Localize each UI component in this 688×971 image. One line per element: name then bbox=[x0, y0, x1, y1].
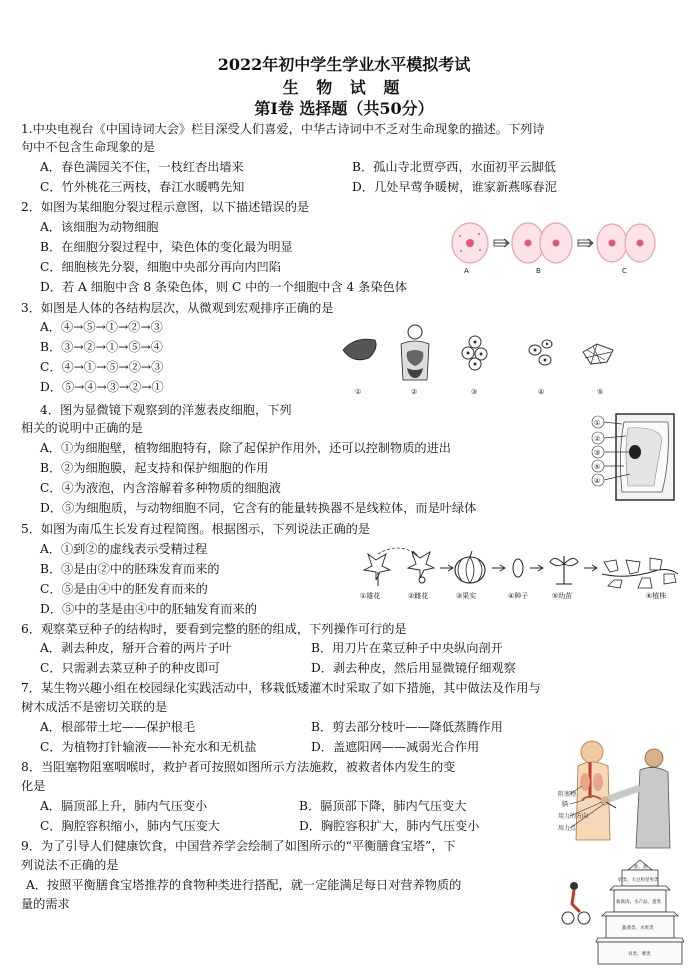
pumpkin-growth-figure bbox=[358, 540, 684, 602]
q9-option-a-line2: 量的需求 bbox=[21, 897, 70, 911]
q6-option-b: B．用刀片在菜豆种子中央纵向剖开 bbox=[311, 641, 503, 655]
tissue-cluster-icon bbox=[462, 336, 487, 370]
fig-label-2: ② bbox=[411, 388, 418, 396]
q4-option-d: D．⑤为细胞质，与动物细胞不同，它含有的能量转换器不是线粒体，而是叶绿体 bbox=[40, 501, 477, 515]
fig-label-6: ⑥植株 bbox=[646, 592, 667, 600]
section-heading: 第Ⅰ卷 选择题（共50分） bbox=[254, 99, 434, 118]
q7-option-a: A．根部带土坨——保护根毛 bbox=[40, 720, 196, 734]
q7-option-d: D．盖遮阳网——减弱光合作用 bbox=[311, 740, 480, 754]
fig-label-3: ③ bbox=[471, 388, 478, 396]
q2-option-d: D．若 A 细胞中含 8 条染色体，则 C 中的一个细胞中含 4 条染色体 bbox=[40, 280, 407, 294]
victim-figure-icon bbox=[576, 741, 610, 840]
fig-label-obstruction: 阻塞物 bbox=[558, 791, 577, 798]
q9-option-a-line1: A．按照平衡膳食宝塔推荐的食物种类进行搭配，就一定能满足每日对营养物质的 bbox=[26, 878, 462, 892]
fig-label-4: ④种子 bbox=[508, 592, 529, 600]
fig-label-5: ⑤幼苗 bbox=[552, 592, 573, 600]
q4-option-b: B．②为细胞膜，起支持和保护细胞的作用 bbox=[40, 461, 269, 475]
onion-cell-figure bbox=[590, 412, 678, 502]
heimlich-figure bbox=[558, 738, 680, 856]
q8-option-c: C．胸腔容积缩小，肺内气压变大 bbox=[40, 819, 220, 833]
fig-label-b: B bbox=[536, 267, 541, 275]
q9-stem-line2: 列说法不正确的是 bbox=[21, 858, 119, 872]
q6-stem: 6．观察菜豆种子的结构时，要看到完整的胚的组成，下列操作可行的是 bbox=[21, 622, 407, 636]
fig-label-c: C bbox=[622, 267, 627, 275]
q2-stem: 2．如图为某细胞分裂过程示意图，以下描述错误的是 bbox=[21, 200, 310, 214]
male-flower-icon bbox=[364, 554, 390, 586]
q6-option-d: D．剥去种皮，然后用显微镜仔细观察 bbox=[311, 661, 516, 675]
fig-label-5: ⑤ bbox=[594, 463, 601, 471]
fig-label-4: ④ bbox=[538, 388, 545, 396]
q4-stem-line1: 4．图为显微镜下观察到的洋葱表皮细胞，下列 bbox=[40, 403, 292, 417]
q7-stem-line1: 7．某生物兴趣小组在校园绿化实践活动中，移栽低矮灌木时采取了如下措施，其中做法及作用与 bbox=[21, 681, 541, 695]
q3-option-c: C．④→①→⑤→②→③ bbox=[40, 360, 164, 374]
fig-label-diaphragm: 膈 bbox=[562, 801, 569, 808]
q1-option-d: D．几处早莺争暖树，谁家新燕啄春泥 bbox=[352, 180, 557, 194]
q5-option-b: B．③是由②中的胚珠发育而来的 bbox=[40, 562, 220, 576]
q8-option-b: B．膈顶部下降，肺内气压变大 bbox=[299, 799, 467, 813]
q3-option-b: B．③→②→①→⑤→④ bbox=[40, 340, 163, 354]
cell-b bbox=[512, 223, 572, 263]
q8-option-a: A．膈顶部上升，肺内气压变小 bbox=[40, 799, 208, 813]
q6-option-a: A．剥去种皮，掰开合着的两片子叶 bbox=[40, 641, 232, 655]
fig-label-2: ② bbox=[594, 435, 601, 443]
q1-stem-line1: 1.中央电视台《中国诗词大会》栏目深受人们喜爱，中华古诗词中不乏对生命现象的描述。下列诗 bbox=[21, 122, 545, 136]
q8-stem-line1: 8．当阻塞物阻塞咽喉时，救护者可按照如图所示方法施救，被救者体内发生的变 bbox=[21, 760, 456, 774]
q5-option-d: D．⑤中的茎是由④中的胚轴发育而来的 bbox=[40, 602, 257, 616]
fig-label-1: ①雄花 bbox=[360, 592, 381, 600]
pyramid-level-2: 奶类、大豆和坚果类 bbox=[618, 878, 659, 883]
fig-label-5: ⑤ bbox=[597, 388, 604, 396]
seedling-icon bbox=[550, 556, 578, 584]
food-pyramid-icon bbox=[596, 860, 684, 964]
q1-option-c: C．竹外桃花三两枝，春江水暖鸭先知 bbox=[40, 180, 245, 194]
q4-stem-line2: 相关的说明中正确的是 bbox=[21, 421, 143, 435]
q6-option-c: C．只需剥去菜豆种子的种皮即可 bbox=[40, 661, 220, 675]
pyramid-level-5: 谷类、薯类 bbox=[628, 952, 651, 957]
tissue-mesh-icon bbox=[583, 344, 613, 364]
fig-label-a: A bbox=[464, 267, 469, 275]
exam-title: 2022年初中学生学业水平模拟考试 bbox=[217, 55, 471, 74]
fig-label-3: ③果实 bbox=[456, 592, 477, 600]
q7-option-b: B．剪去部分枝叶——降低蒸腾作用 bbox=[311, 720, 503, 734]
cell-a bbox=[452, 223, 488, 263]
pumpkin-fruit-icon bbox=[455, 551, 485, 583]
fig-label-2: ②雌花 bbox=[408, 592, 429, 600]
plant-cell-icon bbox=[616, 414, 674, 500]
fig-label-3: ③ bbox=[594, 449, 601, 457]
arrow-icon bbox=[578, 239, 593, 247]
seed-icon bbox=[513, 559, 523, 577]
arrow-icon bbox=[494, 239, 509, 247]
q4-option-a: A．①为细胞壁，植物细胞特有，除了起保护作用外，还可以控制物质的进出 bbox=[40, 441, 451, 455]
q7-option-c: C．为植物打针输液——补充水和无机盐 bbox=[40, 740, 257, 754]
q3-option-a: A．④→⑤→①→②→③ bbox=[40, 320, 163, 334]
body-levels-figure bbox=[335, 322, 625, 400]
fig-label-force-point: 用力点 bbox=[558, 825, 577, 832]
q5-stem: 5．如图为南瓜生长发育过程简图。根据图示，下列说法正确的是 bbox=[21, 522, 371, 536]
q1-option-a: A．春色满园关不住，一枝红杏出墙来 bbox=[40, 160, 244, 174]
human-body-icon bbox=[401, 325, 429, 380]
q9-stem-line1: 9．为了引导人们健康饮食，中国营养学会绘制了如图所示的“平衡膳食宝塔”，下 bbox=[21, 839, 456, 853]
pyramid-level-1: 盐、油 bbox=[634, 865, 648, 870]
plant-icon bbox=[602, 558, 678, 588]
exam-subject: 生 物 试 题 bbox=[282, 78, 406, 97]
cyclist-icon bbox=[562, 882, 590, 924]
q8-stem-line2: 化是 bbox=[21, 779, 46, 793]
q5-option-c: C．⑤是由④中的胚发育而来的 bbox=[40, 582, 208, 596]
q2-option-c: C．细胞核先分裂，细胞中央部分再向内凹陷 bbox=[40, 260, 281, 274]
pyramid-level-3: 畜禽肉、水产品、蛋类 bbox=[616, 900, 661, 905]
q1-stem-line2: 句中不包含生命现象的是 bbox=[21, 140, 156, 154]
liver-organ-icon bbox=[343, 339, 376, 360]
cell-c bbox=[597, 224, 655, 262]
fig-label-4: ④ bbox=[594, 477, 601, 485]
q3-option-d: D．⑤→④→③→②→① bbox=[40, 380, 164, 394]
q7-stem-line2: 树木成活不是密切关联的是 bbox=[21, 700, 168, 714]
q2-option-a: A．该细胞为动物细胞 bbox=[40, 220, 159, 234]
fig-label-1: ① bbox=[355, 388, 362, 396]
q2-option-b: B．在细胞分裂过程中，染色体的变化最为明显 bbox=[40, 240, 293, 254]
pyramid-level-4: 蔬菜类、水果类 bbox=[622, 926, 654, 931]
q1-option-b: B．孤山寺北贾亭西，水面初平云脚低 bbox=[352, 160, 556, 174]
food-pyramid-figure bbox=[560, 856, 684, 968]
q8-option-d: D．胸腔容积扩大，肺内气压变小 bbox=[299, 819, 480, 833]
q5-option-a: A．①到②的虚线表示受精过程 bbox=[40, 542, 208, 556]
fig-label-force-direction: 用力的方向 bbox=[558, 813, 589, 820]
cells-icon bbox=[529, 340, 552, 365]
q3-stem: 3．如图是人体的各结构层次，从微观到宏观排序正确的是 bbox=[21, 301, 334, 315]
q4-option-c: C．④为液泡，内含溶解着多种物质的细胞液 bbox=[40, 481, 281, 495]
female-flower-icon bbox=[408, 552, 434, 583]
rescuer-figure-icon bbox=[601, 749, 671, 848]
fig-label-1: ① bbox=[594, 419, 601, 427]
cell-division-figure bbox=[446, 218, 671, 276]
